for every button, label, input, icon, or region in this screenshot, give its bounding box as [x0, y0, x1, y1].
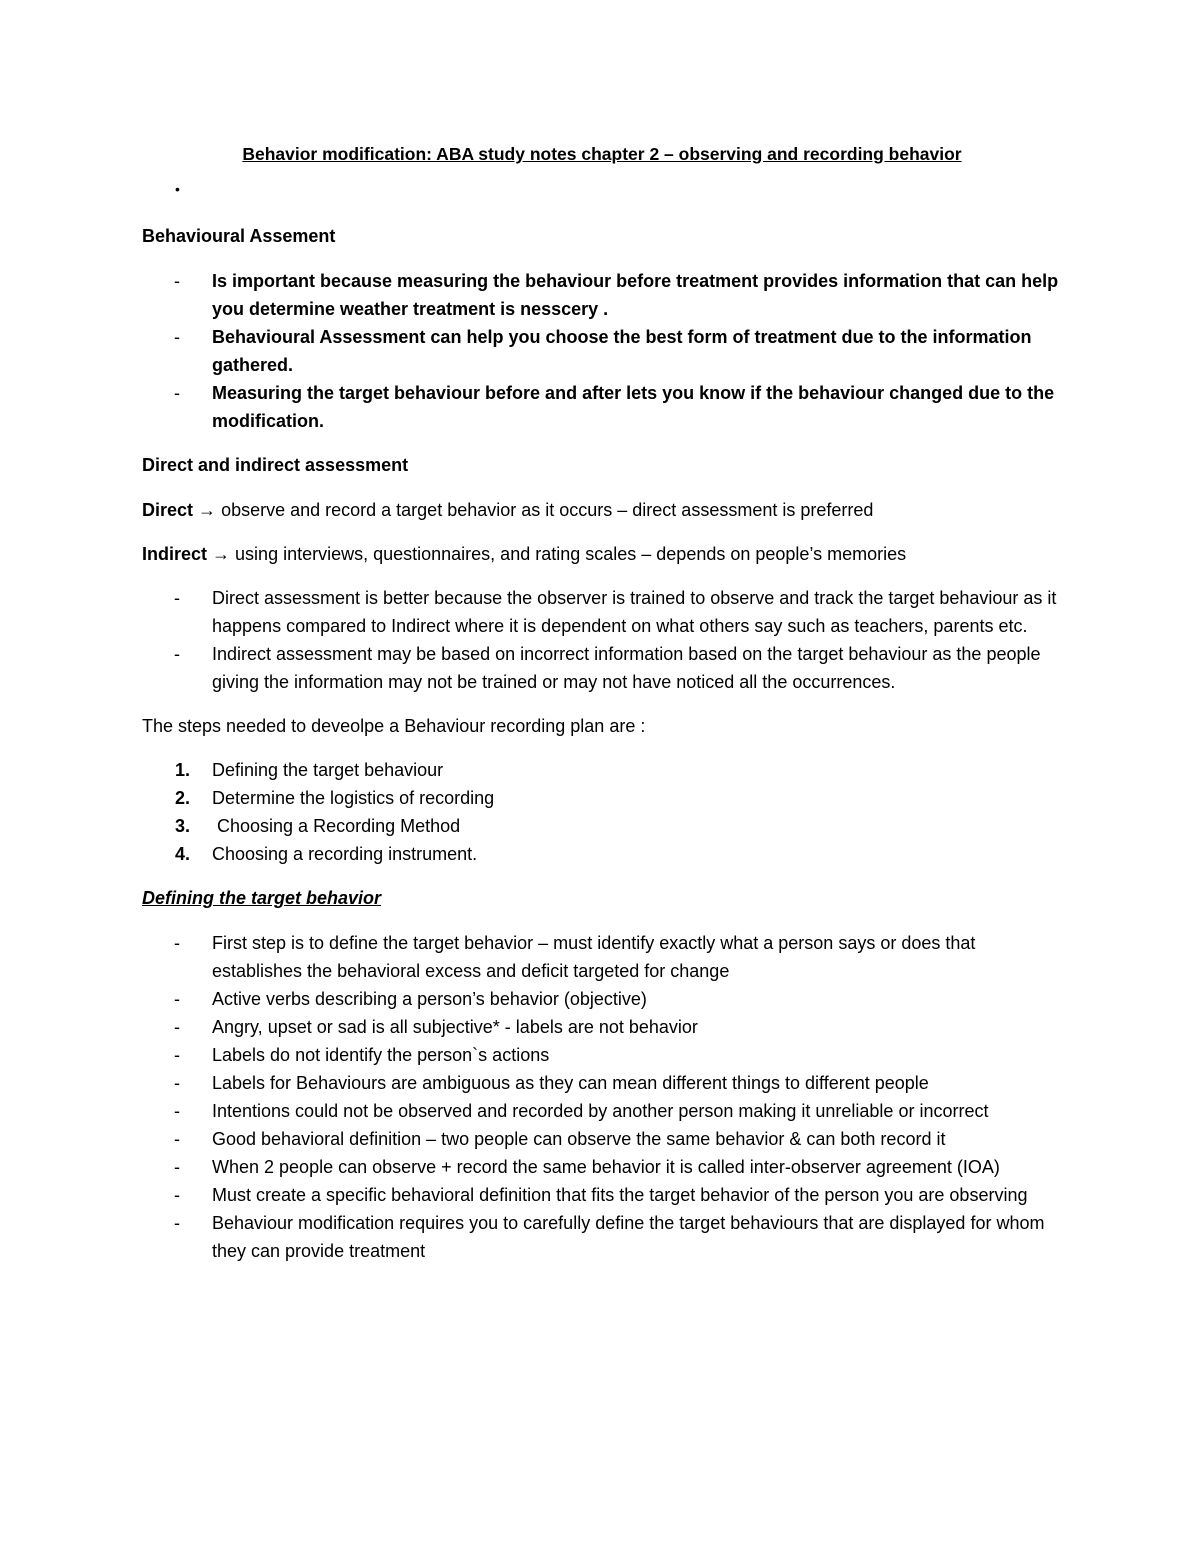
step-number: 3.: [175, 816, 191, 836]
plan-intro: The steps needed to deveolpe a Behaviour recording plan are :: [142, 716, 646, 736]
right-arrow-icon: →: [198, 500, 217, 520]
list-item: - Intentions could not be observed and recorded by another person making it unreliable or incorrect: [142, 1097, 1062, 1125]
step-text: Choosing a recording instrument.: [212, 844, 478, 864]
step-number: 1.: [175, 760, 191, 780]
dash-marker: -: [174, 1073, 180, 1093]
direct-label: Direct: [142, 500, 194, 520]
dash-marker: -: [174, 1017, 180, 1037]
dash-marker: -: [174, 933, 180, 953]
dash-marker: -: [174, 271, 180, 291]
assessment-heading: Behavioural Assement: [142, 226, 336, 246]
list-item: - Must create a specific behavioral definition that fits the target behavior of the person you are observing: [142, 1181, 1062, 1209]
dash-marker: -: [174, 383, 180, 403]
direct-indirect-list: [142, 584, 1062, 696]
list-item: - Behavioural Assessment can help you choose the best form of treatment due to the information gathered.: [142, 323, 1062, 379]
step-number: 2.: [175, 788, 191, 808]
dash-marker: -: [174, 1157, 180, 1177]
defining-list: [142, 929, 1062, 1265]
list-item: - Labels do not identify the person`s actions: [142, 1041, 1062, 1069]
indirect-definition: [142, 540, 1062, 568]
direct-definition: [142, 496, 1062, 524]
step-text: Defining the target behaviour: [212, 760, 444, 780]
dash-marker: -: [174, 989, 180, 1009]
dash-marker: -: [174, 1101, 180, 1121]
step-text: Choosing a Recording Method: [212, 816, 461, 836]
dash-marker: -: [174, 1045, 180, 1065]
indirect-text: using interviews, questionnaires, and rating scales – depends on people’s memories: [235, 544, 907, 564]
list-item: [142, 812, 1062, 840]
document-page: [142, 140, 1062, 1281]
dash-marker: -: [174, 327, 180, 347]
list-item: - Measuring the target behaviour before and after lets you know if the behaviour changed due to the modification.: [142, 379, 1062, 435]
indirect-label: Indirect: [142, 544, 208, 564]
empty-bullet-line: [142, 174, 1062, 202]
list-item: - Active verbs describing a person’s behavior (objective): [142, 985, 1062, 1013]
dash-marker: -: [174, 1213, 180, 1233]
list-item: - Labels for Behaviours are ambiguous as they can mean different things to different people: [142, 1069, 1062, 1097]
list-item: - When 2 people can observe + record the same behavior it is called inter-observer agreement (IOA): [142, 1153, 1062, 1181]
direct-text: observe and record a target behavior as it occurs – direct assessment is preferred: [221, 500, 874, 520]
list-item: - Indirect assessment may be based on incorrect information based on the target behaviour as the people giving the information may not be trained or may not have noticed all the occurrences.: [142, 640, 1062, 696]
list-item: - Is important because measuring the behaviour before treatment provides information that can help you determine weather treatment is nesscery .: [142, 267, 1062, 323]
right-arrow-icon: →: [212, 544, 231, 564]
direct-indirect-heading: Direct and indirect assessment: [142, 455, 409, 475]
dash-marker: -: [174, 1185, 180, 1205]
dash-marker: -: [174, 644, 180, 664]
bullet-icon: •: [175, 181, 180, 197]
list-item: - Angry, upset or sad is all subjective* - labels are not behavior: [142, 1013, 1062, 1041]
document-title: Behavior modification: ABA study notes chapter 2 – observing and recording behavior: [242, 144, 962, 164]
list-item: [142, 756, 1062, 784]
step-text: Determine the logistics of recording: [212, 788, 495, 808]
defining-heading: Defining the target behavior: [142, 888, 382, 908]
list-item: [142, 784, 1062, 812]
list-item: - Direct assessment is better because the observer is trained to observe and track the target behaviour as it happens compared to Indirect where it is dependent on what others say such as teachers, parents etc.: [142, 584, 1062, 640]
list-item: [142, 840, 1062, 868]
assessment-list: [142, 267, 1062, 435]
list-item: - Behaviour modification requires you to carefully define the target behaviours that are displayed for whom they can provide treatment: [142, 1209, 1062, 1265]
list-item: - Good behavioral definition – two people can observe the same behavior & can both record it: [142, 1125, 1062, 1153]
dash-marker: -: [174, 1129, 180, 1149]
dash-marker: -: [174, 588, 180, 608]
list-item: - First step is to define the target behavior – must identify exactly what a person says or does that establishes the behavioral excess and deficit targeted for change: [142, 929, 1062, 985]
step-number: 4.: [175, 844, 191, 864]
plan-steps: [142, 756, 1062, 868]
